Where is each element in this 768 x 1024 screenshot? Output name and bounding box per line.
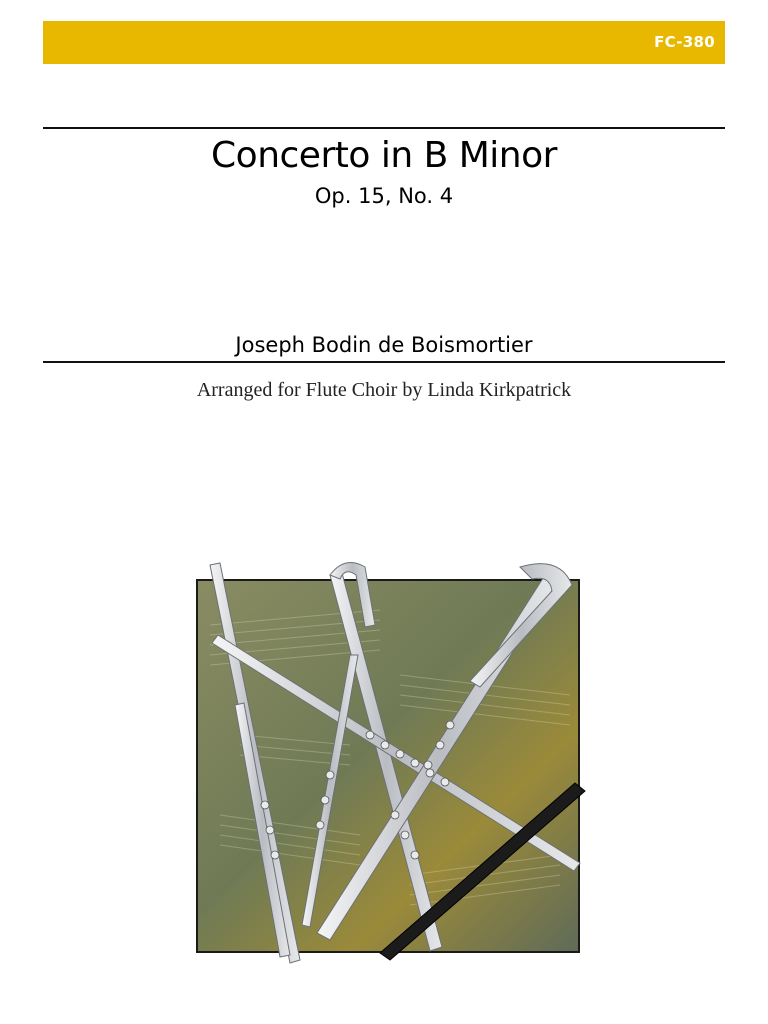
top-divider [43, 127, 725, 129]
composer-name: Joseph Bodin de Boismortier [235, 333, 533, 357]
catalog-code: FC-380 [654, 33, 715, 51]
cover-artwork [180, 555, 600, 975]
composer-divider [43, 361, 725, 363]
opus-subtitle: Op. 15, No. 4 [314, 184, 454, 208]
page-title: Concerto in B Minor [211, 135, 557, 176]
arranger-credit: Arranged for Flute Choir by Linda Kirkpatrick [196, 379, 572, 401]
header-bar [43, 21, 725, 64]
